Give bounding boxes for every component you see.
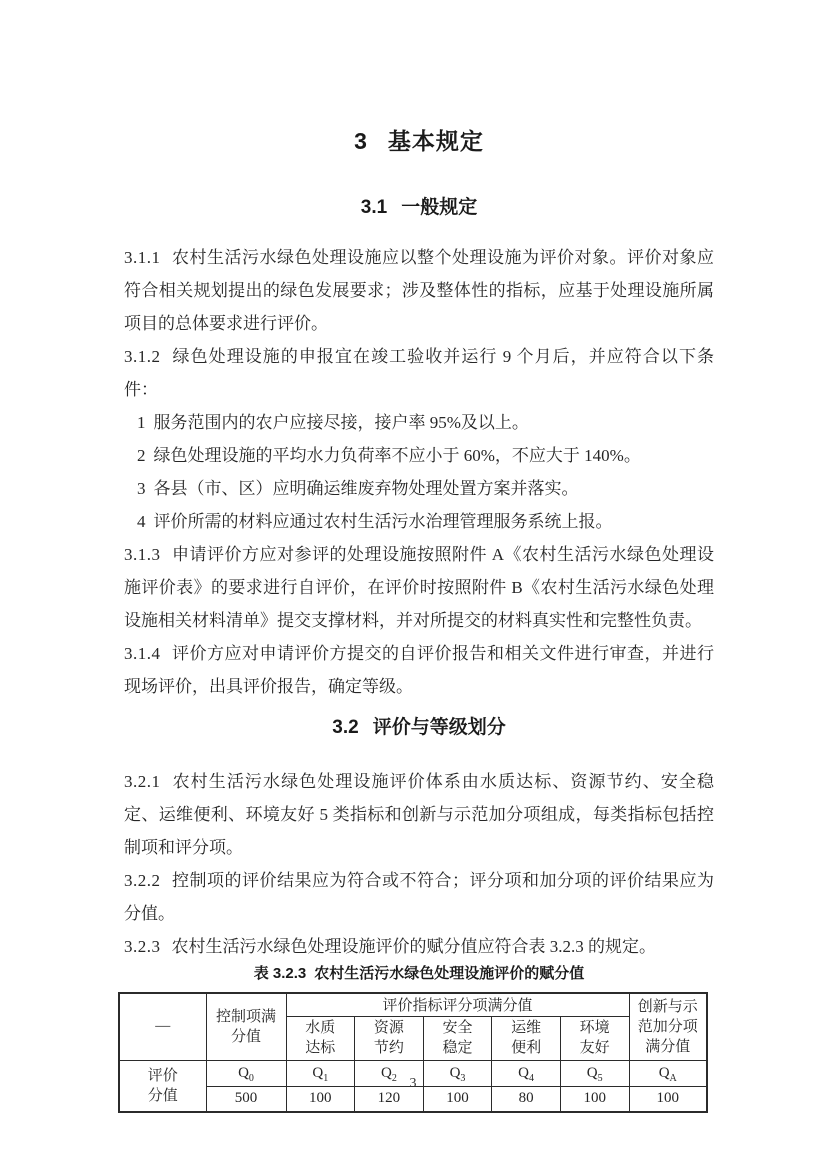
page-content [124, 0, 714, 1113]
header-cell-resource-saving [355, 1016, 424, 1060]
header-cell-bonus-score [629, 993, 707, 1060]
value-cell-safety-stability: 100 [423, 1086, 492, 1112]
clause-3-1-2 [124, 340, 714, 406]
clause-3-2-3 [124, 930, 714, 963]
header-cell-maintenance-convenience [492, 1016, 561, 1060]
value-cell-bonus: 100 [629, 1086, 707, 1112]
clause-number: 3.2.2 [124, 871, 161, 890]
subitem-number: 3 [137, 479, 146, 498]
clause-3-1-4 [124, 637, 714, 703]
subitem-1 [124, 406, 714, 439]
section-number: 3.1 [360, 197, 388, 218]
clause-text: 绿色处理设施的申报宜在竣工验收并运行 9 个月后，并应符合以下条件： [124, 347, 714, 399]
clause-text: 农村生活污水绿色处理设施应以整个处理设施为评价对象。评价对象应符合相关规划提出的绿色发展要求；涉及整体性的指标，应基于处理设施所属项目的总体要求进行评价。 [124, 248, 714, 333]
chapter-number: 3 [354, 128, 368, 154]
q-base: Q [380, 1064, 392, 1081]
header-bonus-line3: 满分值 [645, 1038, 691, 1055]
score-table [118, 992, 708, 1113]
section-title-text: 评价与等级划分 [372, 717, 506, 738]
header-control-line1: 控制项满 [215, 1008, 276, 1025]
q-sub: 2 [391, 1072, 397, 1084]
header-bonus-line2: 范加分项 [637, 1018, 698, 1035]
q-sub: 4 [529, 1072, 534, 1084]
q-base: Q [312, 1064, 324, 1081]
clause-number: 3.2.3 [124, 937, 161, 956]
indicator-line2: 达标 [305, 1040, 336, 1056]
page-number: 3 [409, 1076, 417, 1091]
header-cell-indicator-span: 评价指标评分项满分值 [286, 993, 629, 1016]
subitem-text: 服务范围内的农户应接尽接，接户率 95%及以上。 [153, 413, 529, 432]
header-bonus-line1: 创新与示 [637, 998, 698, 1015]
clause-3-2-1 [124, 765, 714, 864]
table-caption-number: 表 3.2.3 [253, 965, 307, 982]
q-base: Q [518, 1064, 529, 1081]
indicator-line1: 水质 [305, 1020, 336, 1036]
clause-text: 农村生活污水绿色处理设施评价体系由水质达标、资源节约、安全稳定、运维便利、环境友好 5 类指标和创新与示范加分项组成，每类指标包括控制项和评分项。 [124, 772, 714, 857]
header-cell-control-score [206, 993, 286, 1060]
value-cell-water-quality: 100 [286, 1086, 355, 1112]
subitem-text: 绿色处理设施的平均水力负荷率不应小于 60%，不应大于 140%。 [153, 446, 641, 465]
indicator-line1: 资源 [373, 1020, 404, 1036]
section-number: 3.2 [332, 717, 359, 738]
section-heading-3-2 [124, 715, 714, 741]
subitem-3 [124, 472, 714, 505]
q-sub: A [669, 1072, 677, 1084]
q-base: Q [449, 1064, 461, 1081]
clause-text: 农村生活污水绿色处理设施评价的赋分值应符合表 3.2.3 的规定。 [171, 937, 656, 956]
q-sub: 3 [460, 1072, 466, 1084]
q-base: Q [238, 1064, 249, 1081]
indicator-line2: 稳定 [442, 1040, 473, 1056]
value-cell-resource-saving: 120 [355, 1086, 424, 1112]
q-base: Q [586, 1064, 598, 1081]
header-cell-dash: — [119, 993, 206, 1060]
subitem-text: 各县（市、区）应明确运维废弃物处理处置方案并落实。 [153, 479, 579, 498]
clause-3-2-2 [124, 864, 714, 930]
q-base: Q [658, 1064, 670, 1081]
clause-3-1-3 [124, 538, 714, 637]
indicator-line1: 安全 [442, 1020, 473, 1036]
indicator-line2: 友好 [579, 1040, 610, 1056]
clause-number: 3.1.3 [124, 545, 161, 564]
row-label-line2: 分值 [147, 1087, 178, 1104]
q-sub: 1 [323, 1072, 329, 1084]
clause-number: 3.1.2 [124, 347, 161, 366]
header-control-line2: 分值 [230, 1028, 261, 1045]
subitem-2 [124, 439, 714, 472]
q-sub: 0 [248, 1072, 254, 1084]
value-cell-maintenance: 80 [492, 1086, 561, 1112]
subitem-number: 4 [137, 512, 146, 531]
clause-number: 3.1.4 [124, 644, 161, 663]
clause-text: 控制项的评价结果应为符合或不符合；评分项和加分项的评价结果应为分值。 [124, 871, 714, 923]
header-cell-water-quality [286, 1016, 355, 1060]
indicator-line1: 运维 [511, 1020, 542, 1036]
clause-number: 3.1.1 [124, 248, 161, 267]
section-title-text: 一般规定 [401, 197, 478, 218]
subitem-number: 2 [137, 446, 146, 465]
value-cell-control: 500 [206, 1086, 286, 1112]
table-caption [124, 963, 714, 984]
header-cell-environment-friendly [560, 1016, 629, 1060]
value-cell-environment: 100 [560, 1086, 629, 1112]
chapter-title-text: 基本规定 [387, 128, 484, 154]
clause-text: 申请评价方应对参评的处理设施按照附件 A《农村生活污水绿色处理设施评价表》的要求进行自评价，在评价时按照附件 B《农村生活污水绿色处理设施相关材料清单》提交支撑材料，并对所提交的材料真实性和完整性负责。 [124, 545, 714, 630]
indicator-line2: 节约 [373, 1040, 404, 1056]
clause-number: 3.2.1 [124, 772, 161, 791]
subitem-text: 评价所需的材料应通过农村生活污水治理管理服务系统上报。 [153, 512, 613, 531]
clause-text: 评价方应对申请评价方提交的自评价报告和相关文件进行审查，并进行现场评价，出具评价报告，确定等级。 [124, 644, 714, 696]
table-caption-text: 农村生活污水绿色处理设施评价的赋分值 [314, 965, 585, 982]
q-sub: 5 [597, 1072, 603, 1084]
indicator-line2: 便利 [511, 1040, 542, 1056]
row-label-line1: 评价 [147, 1067, 178, 1084]
clause-3-1-1 [124, 241, 714, 340]
section-heading-3-1 [124, 195, 714, 221]
indicator-line1: 环境 [579, 1020, 610, 1036]
chapter-title [124, 125, 714, 157]
subitem-4 [124, 505, 714, 538]
subitem-number: 1 [137, 413, 146, 432]
header-cell-safety-stability [423, 1016, 492, 1060]
